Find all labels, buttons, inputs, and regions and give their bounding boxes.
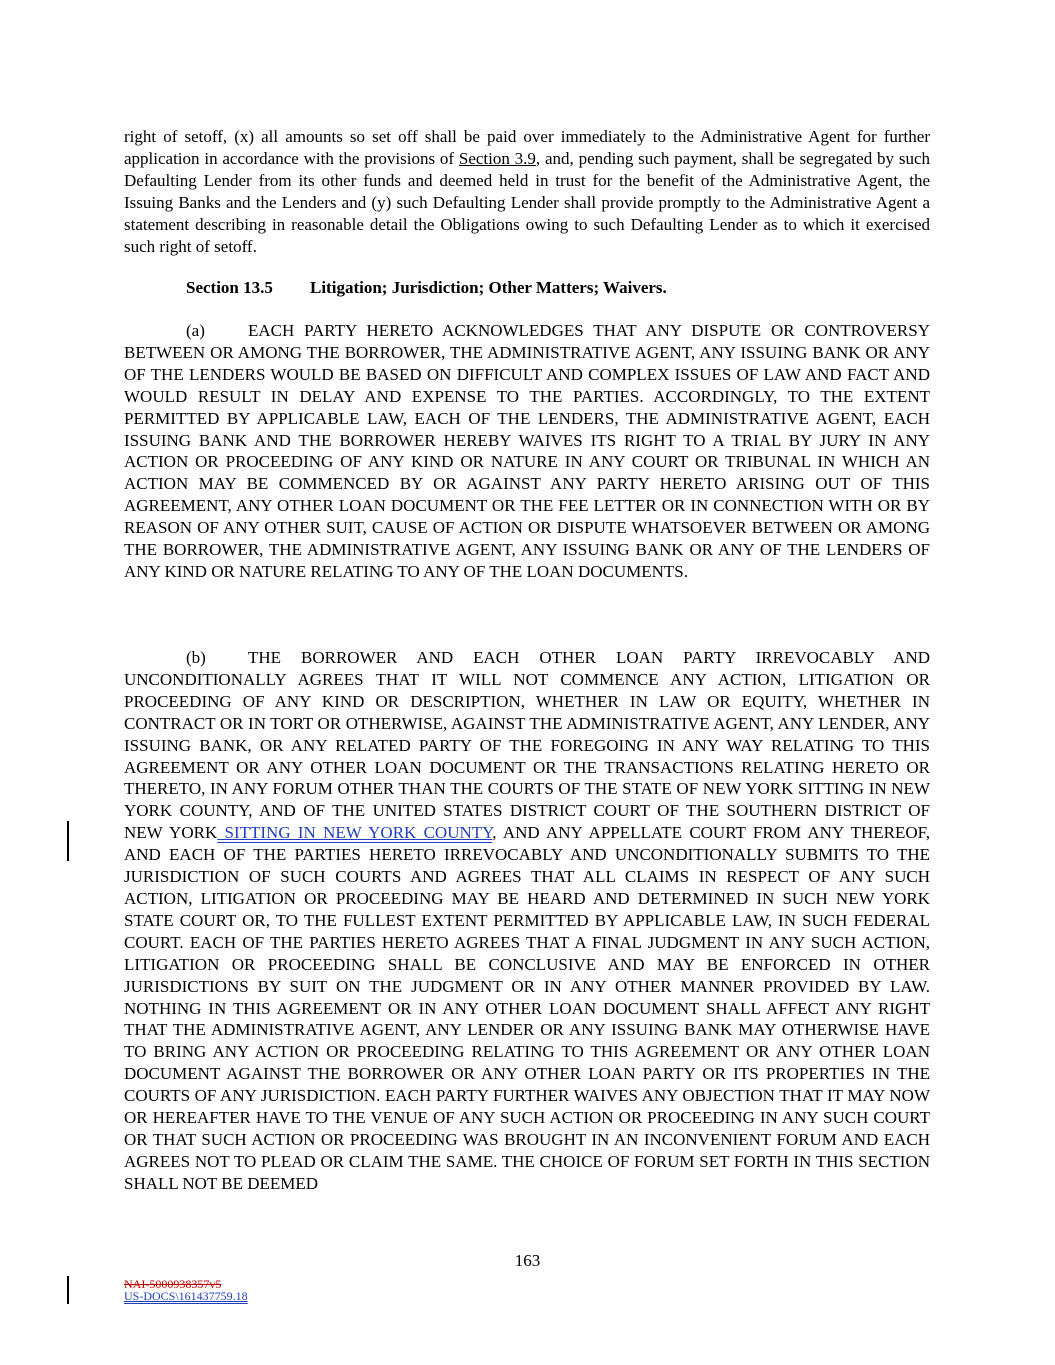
revision-change-bar	[67, 821, 69, 861]
section-heading	[186, 278, 667, 298]
paragraph-a-text: EACH PARTY HERETO ACKNOWLEDGES THAT ANY DISPUTE OR CONTROVERSY BETWEEN OR AMONG THE BORROWER, THE ADMINISTRATIVE AGENT, ANY ISSUING BANK OR ANY OF THE LENDERS WOULD BE BASED ON DIFFICULT AND COMPLEX ISSUES OF LAW AND FACT AND WOULD RESULT IN DELAY AND EXPENSE TO THE PARTIES. ACCORDINGLY, TO THE EXTENT PERMITTED BY APPLICABLE LAW, EACH OF THE LENDERS, THE ADMINISTRATIVE AGENT, EACH ISSUING BANK AND THE BORROWER HEREBY WAIVES ITS RIGHT TO A TRIAL BY JURY IN ANY ACTION OR PROCEEDING OF ANY KIND OR NATURE IN ANY COURT OR TRIBUNAL IN WHICH AN ACTION MAY BE COMMENCED BY OR AGAINST ANY PARTY HERETO ARISING OUT OF THIS AGREEMENT, ANY OTHER LOAN DOCUMENT OR THE FEE LETTER OR IN CONNECTION WITH OR BY REASON OF ANY OTHER SUIT, CAUSE OF ACTION OR DISPUTE WHATSOEVER BETWEEN OR AMONG THE BORROWER, THE ADMINISTRATIVE AGENT, ANY ISSUING BANK OR ANY OF THE LENDERS OF ANY KIND OR NATURE RELATING TO ANY OF THE LOAN DOCUMENTS.	[124, 321, 930, 581]
intro-text-part2: , and, pending such payment, shall be segregated by such Defaulting Lender from its other funds and deemed held in trust for the benefit of the Administrative Agent, the Issuing Banks and the Lenders and (y) such Defaulting Lender shall provide promptly to the Administrative Agent a statement describing in reasonable detail the Obligations owing to such Defaulting Lender as to which it exercised such right of setoff.	[124, 148, 930, 256]
page-number: 163	[514, 1251, 541, 1270]
paragraph-b-text-part1: THE BORROWER AND EACH OTHER LOAN PARTY IRREVOCABLY AND UNCONDITIONALLY AGREES THAT IT WILL NOT COMMENCE ANY ACTION, LITIGATION OR PROCEEDING OF ANY KIND OR DESCRIPTION, WHETHER IN LAW OR EQUITY, WHETHER IN CONTRACT OR IN TORT OR OTHERWISE, AGAINST THE ADMINISTRATIVE AGENT, ANY LENDER, ANY ISSUING BANK, OR ANY RELATED PARTY OF THE FOREGOING IN ANY WAY RELATING TO THIS AGREEMENT OR ANY OTHER LOAN DOCUMENT OR THE TRANSACTIONS RELATING HERETO OR THERETO, IN ANY FORUM OTHER THAN THE COURTS OF THE STATE OF NEW YORK SITTING IN NEW YORK COUNTY, AND OF THE UNITED STATES DISTRICT COURT OF THE SOUTHERN DISTRICT OF NEW YORK	[124, 648, 930, 843]
section-number: Section 13.5	[186, 278, 273, 297]
intro-paragraph	[124, 126, 930, 257]
paragraph-a	[124, 320, 930, 583]
deleted-document-id: NAI-5000938357v5	[124, 1277, 222, 1291]
intro-text-part1: right of setoff, (x) all amounts so set off shall be paid over immediately to the Administrative Agent for further application in accordance with the provisions of	[124, 127, 930, 168]
paragraph-b	[124, 647, 930, 1195]
section-title: Litigation; Jurisdiction; Other Matters; Waivers.	[310, 278, 667, 297]
inserted-document-id: US-DOCS\161437759.18	[124, 1289, 248, 1303]
paragraph-a-label: (a)	[186, 321, 205, 340]
inserted-text: SITTING IN NEW YORK COUNTY	[217, 823, 493, 843]
revision-change-bar	[67, 1276, 69, 1304]
paragraph-b-label: (b)	[186, 648, 206, 667]
section-3-9-reference: Section 3.9	[458, 148, 536, 168]
paragraph-b-text-part2: , AND ANY APPELLATE COURT FROM ANY THEREOF, AND EACH OF THE PARTIES HERETO IRREVOCABLY AND UNCONDITIONALLY SUBMITS TO THE JURISDICTION OF SUCH COURTS AND AGREES THAT ALL CLAIMS IN RESPECT OF ANY SUCH ACTION, LITIGATION OR PROCEEDING MAY BE HEARD AND DETERMINED IN SUCH NEW YORK STATE COURT OR, TO THE FULLEST EXTENT PERMITTED BY APPLICABLE LAW, IN SUCH FEDERAL COURT. EACH OF THE PARTIES HERETO AGREES THAT A FINAL JUDGMENT IN ANY SUCH ACTION, LITIGATION OR PROCEEDING SHALL BE CONCLUSIVE AND MAY BE ENFORCED IN OTHER JURISDICTIONS BY SUIT ON THE JUDGMENT OR IN ANY OTHER MANNER PROVIDED BY LAW. NOTHING IN THIS AGREEMENT OR IN ANY OTHER LOAN DOCUMENT SHALL AFFECT ANY RIGHT THAT THE ADMINISTRATIVE AGENT, ANY LENDER OR ANY ISSUING BANK MAY OTHERWISE HAVE TO BRING ANY ACTION OR PROCEEDING RELATING TO THIS AGREEMENT OR ANY OTHER LOAN DOCUMENT AGAINST THE BORROWER OR ANY OTHER LOAN PARTY OR ITS PROPERTIES IN THE COURTS OF ANY JURISDICTION. EACH PARTY FURTHER WAIVES ANY OBJECTION THAT IT MAY NOW OR HEREAFTER HAVE TO THE VENUE OF ANY SUCH ACTION OR PROCEEDING IN ANY SUCH COURT OR THAT SUCH ACTION OR PROCEEDING WAS BROUGHT IN AN INCONVENIENT FORUM AND EACH AGREES NOT TO PLEAD OR CLAIM THE SAME. THE CHOICE OF FORUM SET FORTH IN THIS SECTION SHALL NOT BE DEEMED	[124, 823, 930, 1193]
